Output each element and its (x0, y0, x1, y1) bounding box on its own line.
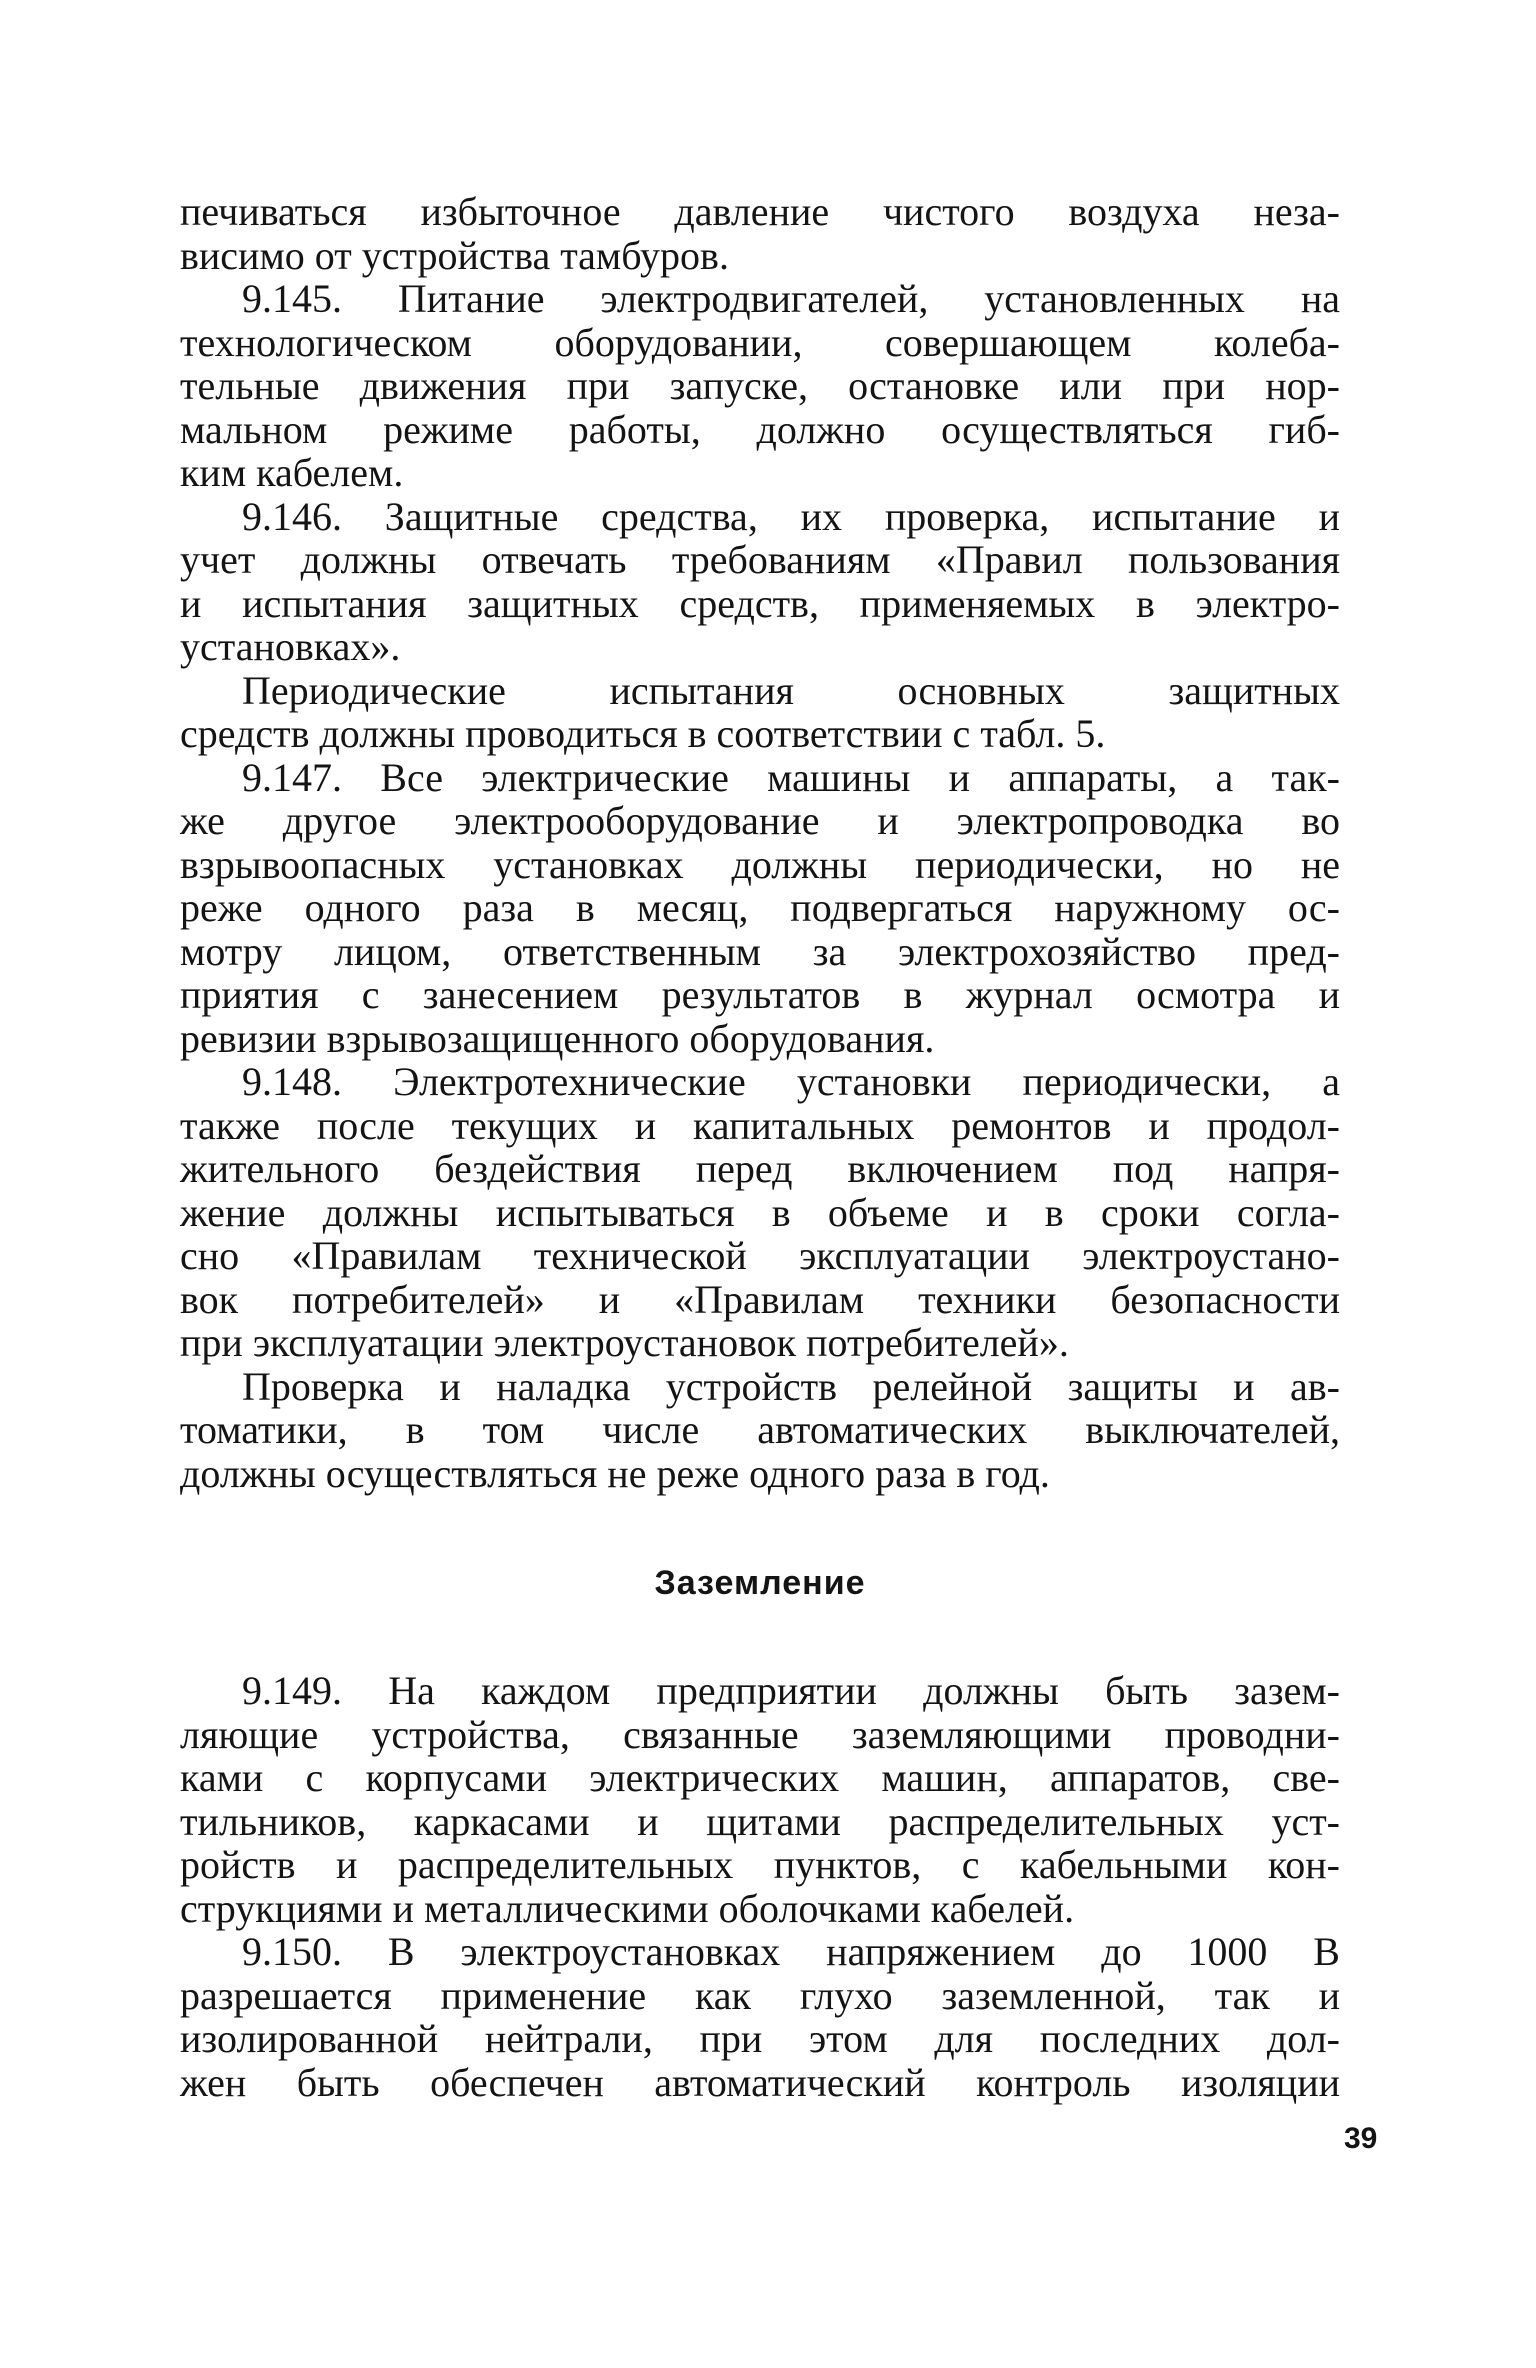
text-line: установках». (180, 624, 401, 669)
text-line: мотру лицом, ответственным за электрохозяйство пред- (180, 928, 1340, 974)
text-line: при эксплуатации электроустановок потребителей». (180, 1320, 1069, 1365)
text-line: жен быть обеспечен автоматический контроль изоляции (180, 2059, 1340, 2105)
paragraph (180, 669, 1340, 756)
paragraph (180, 277, 1340, 495)
text-line: тильников, каркасами и щитами распределительных уст- (180, 1798, 1340, 1844)
section-heading: Заземление (654, 1564, 866, 1602)
paragraph (180, 1669, 1340, 1930)
text-line: также после текущих и капитальных ремонтов и продол- (180, 1102, 1340, 1148)
text-line: ляющие устройства, связанные заземляющими проводни- (180, 1711, 1340, 1757)
page-body (180, 190, 1340, 2104)
text-line: печиваться избыточное давление чистого воздуха неза- (180, 189, 1340, 234)
text-line: жительного бездействия перед включением под напря- (180, 1146, 1340, 1191)
text-line: висимо от устройства тамбуров. (180, 232, 729, 278)
text-line: учет должны отвечать требованиям «Правил пользования (180, 537, 1340, 582)
text-line: взрывоопасных установках должны периодически, но не (180, 841, 1340, 887)
text-line: Периодические испытания основных защитных (242, 667, 1340, 713)
paragraph (180, 495, 1340, 669)
paragraph (180, 1930, 1340, 2104)
page-number: 39 (1344, 2122, 1378, 2155)
text-line: и испытания защитных средств, применяемых в электро- (180, 580, 1340, 626)
text-line: ким кабелем. (180, 450, 404, 495)
paragraph (180, 1365, 1340, 1496)
text-line: средств должны проводиться в соответствии с табл. 5. (180, 711, 1106, 756)
text-line: реже одного раза в месяц, подвергаться наружному ос- (180, 885, 1340, 930)
text-line: струкциями и металлическими оболочками кабелей. (180, 1885, 1075, 1931)
text-line: 9.148. Электротехнические установки периодически, а (242, 1059, 1340, 1104)
text-line: ревизии взрывозащищенного оборудования. (180, 1015, 935, 1061)
text-line: 9.150. В электроустановках напряжением до 1000 В (242, 1929, 1340, 1974)
text-line: жение должны испытываться в объеме и в сроки согла- (180, 1189, 1340, 1235)
text-before-heading (180, 190, 1340, 1495)
text-line: приятия с занесением результатов в журнал осмотра и (180, 972, 1340, 1017)
text-line: сно «Правилам технической эксплуатации электроустано- (180, 1233, 1340, 1278)
text-after-heading (180, 1669, 1340, 2104)
text-line: 9.149. На каждом предприятии должны быть зазем- (242, 1668, 1340, 1713)
text-line: изолированной нейтрали, при этом для последних дол- (180, 2016, 1340, 2061)
text-line: мальном режиме работы, должно осуществляться гиб- (180, 406, 1340, 452)
text-line: томатики, в том числе автоматических выключателей, (180, 1407, 1340, 1452)
paragraph (180, 190, 1340, 277)
text-line: вок потребителей» и «Правилам техники безопасности (180, 1276, 1340, 1322)
text-line: Проверка и наладка устройств релейной защиты и ав- (242, 1363, 1340, 1409)
text-line: ройств и распределительных пунктов, с кабельными кон- (180, 1842, 1340, 1887)
text-line: ками с корпусами электрических машин, аппаратов, све- (180, 1755, 1340, 1800)
text-line: 9.147. Все электрические машины и аппараты, а так- (242, 754, 1340, 800)
text-line: разрешается применение как глухо заземленной, так и (180, 1972, 1340, 2018)
text-line: 9.146. Защитные средства, их проверка, испытание и (242, 493, 1340, 539)
text-line: тельные движения при запуске, остановке или при нор- (180, 363, 1340, 408)
text-line: 9.145. Питание электродвигателей, установленных на (242, 276, 1340, 321)
paragraph (180, 1060, 1340, 1365)
text-line: должны осуществляться не реже одного раза в год. (180, 1450, 1050, 1496)
text-line: же другое электрооборудование и электропроводка во (180, 798, 1340, 843)
paragraph (180, 756, 1340, 1061)
text-line: технологическом оборудовании, совершающем колеба- (180, 319, 1340, 365)
